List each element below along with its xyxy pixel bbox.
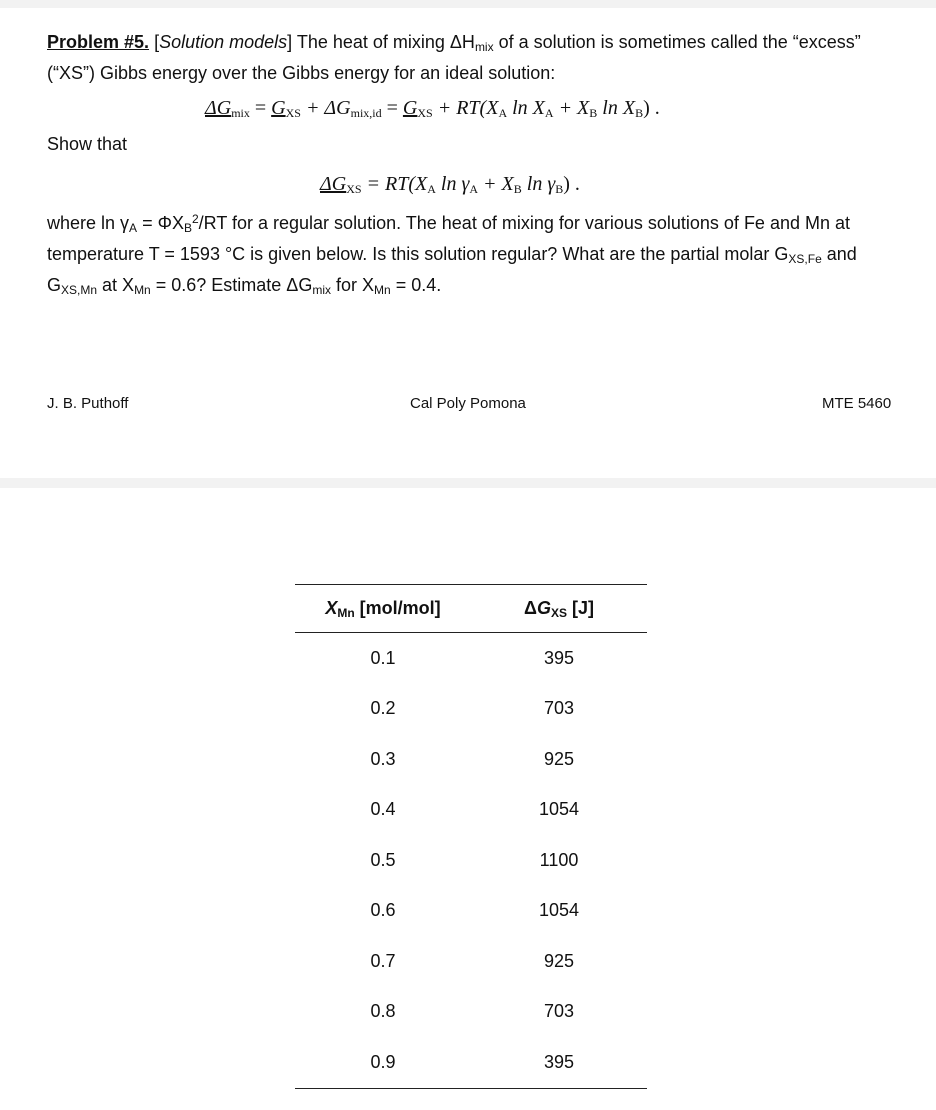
cell-dgxs: 1054 [538,799,580,820]
footer-course: MTE 5460 [822,395,892,412]
table-body [295,633,647,1089]
table-header-row [295,585,647,633]
table-row [295,835,647,886]
cell-dgxs: 395 [543,647,575,668]
cell-xmn: 0.6 [370,900,396,921]
equation-gibbs-mixing: $\Delta G_{mix} = G_{XS} + \Delta G_{mix,id} = G_{XS} + RT(X_A$ $\ln X_A + X_B$ $\ln X_B$) . [205,97,660,120]
cell-dgxs: 1054 [538,900,580,921]
cell-xmn: 0.8 [370,1001,396,1022]
table-row [295,936,647,987]
table-row [295,684,647,735]
cell-dgxs: 925 [543,950,575,971]
equation-excess-gibbs: $\Delta G_{XS} = RT(X_A$ $\ln \gamma_A + X_B$ $\ln \gamma_B$) . [320,173,580,196]
problem-question: where $\ln \gamma_A = \Phi X_B^2/RT$ for a regular solution. The heat of mixing for various solutions of Fe and Mn at temperature T = 1593 °C is given below. Is this solution regular? What are the partial molar $G_{XS,Fe}$ and $G_{XS,Mn}$ at $X_{Mn} = 0.6$? Estimate $\Delta G_{mix}$ for $X_{Mn} = 0.4$. [47,212,857,297]
table-row [295,633,647,684]
problem-lead: Problem #5. [47,32,150,52]
excess-gibbs-table [295,584,647,1089]
problem-intro: Problem #5. [Solution models] The heat of mixing $\Delta H_{mix}$ of a solution is sometimes called the “excess” (“XS”) Gibbs energy over the Gibbs energy for an ideal solution: [47,32,861,83]
cell-xmn: 0.4 [370,799,396,820]
cell-dgxs: 395 [471,1037,647,1088]
footer-school: Cal Poly Pomona [410,395,526,412]
cell-xmn: 0.5 [370,849,396,870]
cell-xmn: 0.1 [370,647,396,668]
cell-xmn: 0.3 [370,748,396,769]
cell-dgxs: 703 [543,698,575,719]
table-row [295,987,647,1038]
header-dgxs: $\Delta G_{XS}$ [J] [471,585,647,633]
table-row [295,734,647,785]
problem-topic: Solution models [159,32,288,52]
cell-dgxs: 1100 [539,849,579,870]
table-row [295,1037,647,1088]
slide-page-1 [0,8,936,478]
cell-dgxs: 703 [543,1001,575,1022]
cell-xmn: 0.7 [370,950,396,971]
cell-xmn: 0.9 [295,1037,471,1088]
footer-author: J. B. Puthoff [47,395,129,412]
table-row [295,785,647,836]
cell-xmn: 0.2 [370,698,396,719]
cell-dgxs: 925 [543,748,575,769]
slide-page-2 [0,488,936,1110]
show-that-label: Show that [47,134,128,154]
header-xmn: $X_{Mn}$ [mol/mol] [295,585,471,633]
table-row [295,886,647,937]
